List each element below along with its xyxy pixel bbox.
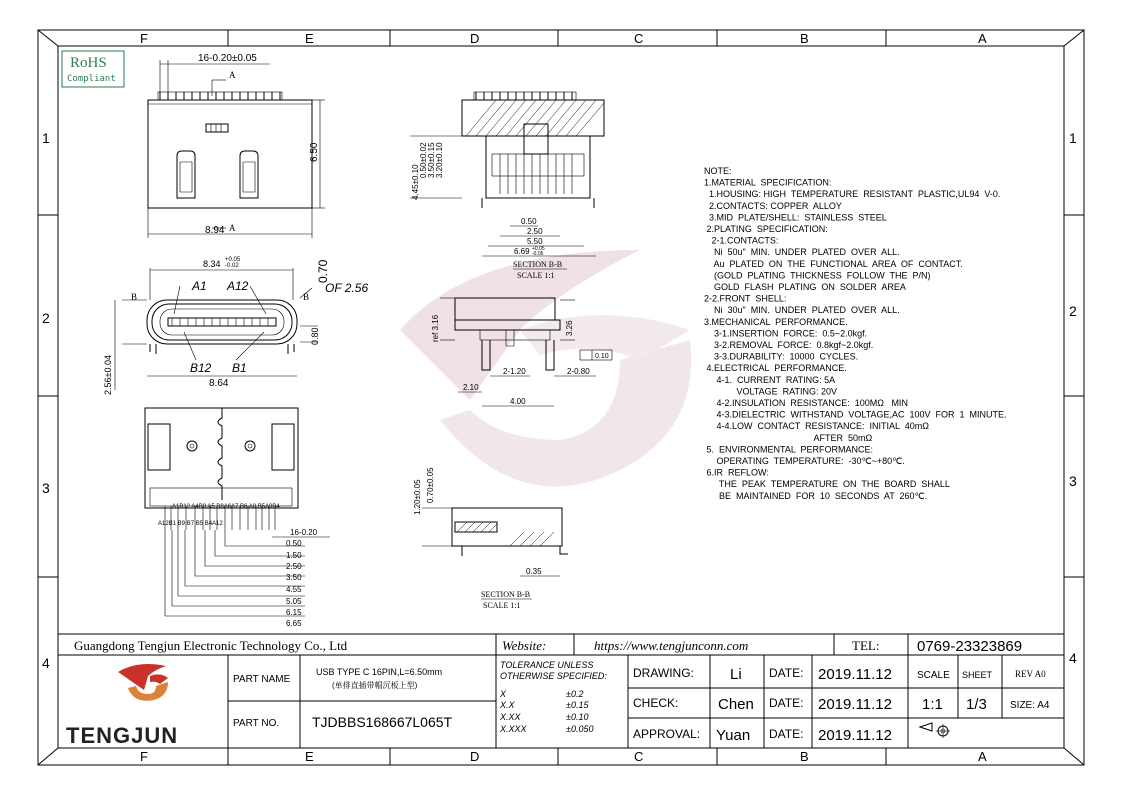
- dim-sec-w4-tol-dn: -0.05: [532, 251, 544, 257]
- tol-xxx-value: ±0.10: [566, 712, 589, 722]
- tol-x-label: X: [500, 689, 507, 699]
- tel-label: TEL:: [852, 638, 880, 653]
- tol-x-value: ±0.2: [566, 689, 584, 699]
- dim-080: 0.80: [310, 327, 320, 345]
- dim-sec-w2: 2.50: [527, 227, 543, 236]
- row-3-left: 3: [42, 480, 50, 496]
- note-line: 3-1.INSERTION FORCE: 0.5~2.0kgf.: [704, 328, 868, 339]
- sheet-label: SHEET: [962, 670, 993, 680]
- dim-sec-h2: 0.50±0.02: [419, 142, 428, 178]
- note-line: 3-3.DURABILITY: 10000 CYCLES.: [704, 351, 859, 362]
- pin-label-row1: A1B12 A4B9 A5 B8A6A7 B6 A8 B5A9B4: [172, 504, 280, 510]
- fan-dim-4: 3.50: [286, 573, 302, 582]
- approval-value: Yuan: [716, 727, 751, 744]
- tol-xx-label: X.X: [500, 700, 515, 710]
- note-line: 3.MID PLATE/SHELL: STAINLESS STEEL: [704, 212, 887, 223]
- section-mark-b-right: B: [303, 292, 310, 302]
- dim-210: 2.10: [463, 383, 479, 392]
- part-name-line2: (单排直插带帽沉板上型): [332, 681, 418, 690]
- dim-070: 0.70: [316, 259, 330, 283]
- section-small-label: SECTION B-B: [481, 590, 531, 599]
- tolerance-line1: TOLERANCE UNLESS: [500, 660, 594, 670]
- note-line: 2-1.CONTACTS:: [704, 235, 779, 246]
- col-e-top: E: [305, 31, 314, 46]
- col-d-bottom: D: [470, 749, 480, 764]
- size-label: SIZE: A4: [1010, 700, 1050, 711]
- dim-035: 0.35: [526, 567, 542, 576]
- part-no-value: TJDBBS168667L065T: [312, 714, 453, 730]
- title-block: [58, 634, 1064, 748]
- col-a-top: A: [978, 31, 987, 46]
- dim-120: 1.20±0.05: [413, 479, 422, 515]
- dim-sec-h1: 4.45±0.10: [411, 164, 420, 200]
- row-4-right: 4: [1069, 650, 1077, 666]
- brand-name: TENGJUN: [66, 723, 179, 748]
- scale-value: 1:1: [922, 696, 943, 713]
- note-line: THE PEAK TEMPERATURE ON THE BOARD SHALL: [704, 479, 950, 490]
- col-b-bottom: B: [800, 749, 809, 764]
- company-name: Guangdong Tengjun Electronic Technology Co., Ltd: [74, 638, 348, 653]
- check-value: Chen: [718, 696, 754, 713]
- note-line: 1.MATERIAL SPECIFICATION:: [704, 177, 832, 188]
- label-a12: A12: [227, 279, 249, 293]
- row-2-left: 2: [42, 310, 50, 326]
- tengjun-logo: [118, 664, 168, 701]
- dim-sec-w4: 6.69: [514, 247, 530, 256]
- bottom-view: [145, 408, 330, 628]
- note-line: (GOLD PLATING THICKNESS FOLLOW THE P/N): [704, 270, 931, 281]
- note-line: NOTE:: [704, 166, 732, 176]
- sheet-value: 1/3: [966, 696, 987, 713]
- tol-xxxx-value: ±0.050: [566, 724, 594, 734]
- front-view: [103, 257, 368, 395]
- note-line: 1.HOUSING: HIGH TEMPERATURE RESISTANT PLASTIC,UL94 V-0.: [704, 189, 1001, 200]
- note-line: 4.ELECTRICAL PERFORMANCE.: [704, 363, 847, 374]
- dim-834-tol-up: +0.05: [225, 257, 241, 263]
- note-line: 5. ENVIRONMENTAL PERFORMANCE:: [704, 444, 874, 455]
- part-name-label: PART NAME: [233, 674, 291, 685]
- col-d-top: D: [470, 31, 480, 46]
- fan-dim-8: 6.65: [286, 619, 302, 628]
- note-line: OPERATING TEMPERATURE: -30℃~+80℃.: [704, 456, 905, 466]
- note-line: BE MAINTAINED FOR 10 SECONDS AT 260℃.: [704, 490, 928, 501]
- section-bb-scale: SCALE 1:1: [517, 271, 555, 280]
- dim-sec-h3: 3.50±0.15: [427, 142, 436, 178]
- note-line: 2-2.FRONT SHELL:: [704, 293, 787, 304]
- dim-070-section: 0.70±0.05: [426, 467, 435, 503]
- tol-xxxx-label: X.XXX: [500, 724, 527, 734]
- note-line: 4-2.INSULATION RESISTANCE: 100MΩ MIN: [704, 398, 908, 408]
- tel-number: 0769-23323869: [917, 638, 1023, 655]
- dim-400: 4.00: [510, 397, 526, 406]
- dim-flat010: 0.10: [595, 353, 609, 360]
- dim-834: 8.34: [203, 259, 221, 269]
- check-label: CHECK:: [633, 696, 679, 710]
- date-label-1: DATE:: [769, 666, 804, 680]
- row-2-right: 2: [1069, 303, 1077, 319]
- dim-2-080: 2-0.80: [567, 367, 590, 376]
- row-4-left: 4: [42, 655, 50, 671]
- date-label-3: DATE:: [769, 727, 804, 741]
- dim-sec-w4-tol-up: +0.05: [532, 246, 545, 252]
- note-line: 2.PLATING SPECIFICATION:: [704, 224, 828, 234]
- section-bb-label: SECTION B-B: [513, 260, 563, 269]
- website-label: Website:: [502, 638, 547, 653]
- note-line: VOLTAGE RATING: 20V: [704, 386, 838, 397]
- section-mark-a-bottom: A: [229, 223, 236, 233]
- drawing-label: DRAWING:: [633, 666, 694, 680]
- dim-864: 8.64: [209, 378, 229, 389]
- projection-symbol-icon: [920, 723, 950, 738]
- dim-sec-h4: 3.20±0.10: [435, 142, 444, 178]
- dim-894: 8.94: [205, 225, 225, 236]
- note-line: AFTER 50mΩ: [704, 432, 873, 443]
- dim-sec-w1: 0.50: [521, 217, 537, 226]
- date-value-1: 2019.11.12: [818, 666, 892, 683]
- col-c-top: C: [634, 31, 644, 46]
- approval-label: APPROVAL:: [633, 727, 701, 741]
- dim-top-pitch: 16-0.20±0.05: [198, 53, 257, 64]
- website-url[interactable]: https://www.tengjunconn.com: [594, 638, 749, 653]
- fan-dim-6: 5.05: [286, 597, 302, 606]
- rohs-title: RoHS: [70, 55, 107, 71]
- col-a-bottom: A: [978, 749, 987, 764]
- section-mark-b-left: B: [131, 292, 138, 302]
- section-small-view: [413, 467, 568, 610]
- fan-dim-2: 1.50: [286, 551, 302, 560]
- dim-2-120: 2-1.20: [503, 367, 526, 376]
- tol-xx-value: ±0.15: [566, 700, 589, 710]
- date-label-2: DATE:: [769, 696, 804, 710]
- fan-dim-7: 6.15: [286, 608, 302, 617]
- part-name-line1: USB TYPE C 16PIN,L=6.50mm: [316, 667, 443, 677]
- section-bb-view: [410, 92, 604, 280]
- dim-sec-w3: 5.50: [527, 237, 543, 246]
- date-value-3: 2019.11.12: [818, 727, 892, 744]
- note-line: Au PLATED ON THE FUNCTIONAL AREA OF CONTACT.: [704, 258, 963, 269]
- rohs-sub: Compliant: [67, 74, 116, 84]
- fan-dim-3: 2.50: [286, 562, 302, 571]
- pin-label-row2: A12B1 B9 B7 B5 B4A12: [158, 521, 223, 527]
- col-f-top: F: [140, 31, 148, 46]
- row-3-right: 3: [1069, 473, 1077, 489]
- note-line: GOLD FLASH PLATING ON SOLDER AREA: [704, 282, 906, 292]
- col-c-bottom: C: [634, 749, 644, 764]
- note-line: 6.IR REFLOW:: [704, 467, 769, 478]
- date-value-2: 2019.11.12: [818, 696, 892, 713]
- section-mark-a-top: A: [229, 70, 236, 80]
- fan-dim-1: 0.50: [286, 539, 302, 548]
- row-1-right: 1: [1069, 130, 1077, 146]
- note-line: 3-2.REMOVAL FORCE: 0.8kgf~2.0kgf.: [704, 340, 874, 350]
- note-line: 4-1. CURRENT RATING: 5A: [704, 374, 836, 385]
- dim-of256: OF 2.56: [325, 281, 369, 295]
- row-1-left: 1: [42, 130, 50, 146]
- label-a1: A1: [192, 279, 207, 293]
- scale-label: SCALE: [917, 670, 950, 681]
- section-small-scale: SCALE 1:1: [483, 601, 521, 610]
- dim-650: 6.50: [309, 142, 320, 162]
- fan-dim-5: 4.55: [286, 585, 302, 594]
- label-b12: B12: [190, 361, 212, 375]
- tolerance-line2: OTHERWISE SPECIFIED:: [500, 671, 607, 681]
- col-f-bottom: F: [140, 749, 148, 764]
- dim-834-tol-dn: -0.02: [225, 263, 239, 269]
- col-b-top: B: [800, 31, 809, 46]
- note-line: 2.CONTACTS: COPPER ALLOY: [704, 200, 842, 211]
- note-line: 4-3.DIELECTRIC WITHSTAND VOLTAGE,AC 100V FOR 1 MINUTE.: [704, 409, 1007, 420]
- note-line: Ni 50u" MIN. UNDER PLATED OVER ALL.: [704, 247, 900, 258]
- note-line: 4-4.LOW CONTACT RESISTANCE: INITIAL 40mΩ: [704, 421, 929, 432]
- dim-256-height: 2.56±0.04: [103, 355, 113, 395]
- dim-fan-16: 16-0.20: [290, 528, 318, 537]
- tol-xxx-label: X.XX: [500, 712, 521, 722]
- note-line: 3.MECHANICAL PERFORMANCE.: [704, 316, 848, 327]
- notes-block: [704, 166, 1007, 501]
- top-view: [148, 53, 325, 238]
- dim-326: 3.26: [565, 320, 574, 336]
- col-e-bottom: E: [305, 749, 314, 764]
- rev-label: REV A0: [1015, 669, 1046, 679]
- drawing-value: Li: [730, 666, 742, 683]
- dim-ref316: ref 3.16: [431, 314, 440, 342]
- part-no-label: PART NO.: [233, 718, 280, 729]
- label-b1: B1: [232, 361, 247, 375]
- note-line: Ni 30u" MIN. UNDER PLATED OVER ALL.: [704, 305, 900, 316]
